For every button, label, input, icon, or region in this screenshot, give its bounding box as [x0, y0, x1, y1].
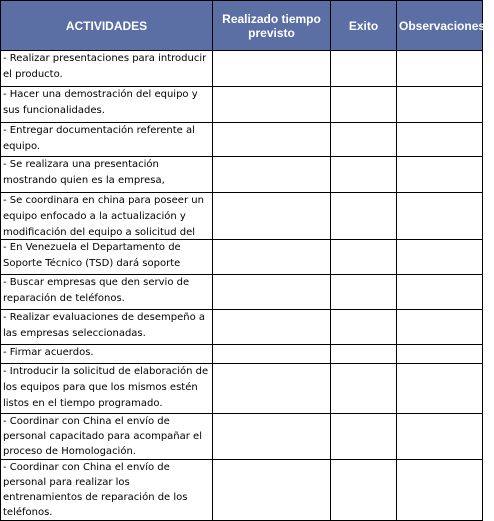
observaciones-cell — [397, 275, 483, 310]
table-row — [1, 240, 483, 275]
table-row — [1, 193, 483, 240]
table-row — [1, 157, 483, 193]
exito-cell — [331, 240, 397, 275]
observaciones-cell — [397, 345, 483, 364]
exito-cell — [331, 460, 397, 521]
table-row — [1, 460, 483, 521]
activity-text: - Realizar presentaciones para introducir el producto. — [3, 53, 207, 80]
exito-cell — [331, 345, 397, 364]
exito-cell — [331, 193, 397, 240]
exito-cell — [331, 157, 397, 193]
table-row — [1, 345, 483, 364]
activity-text: - Buscar empresas que den servio de reparación de teléfonos. — [3, 277, 190, 304]
observaciones-cell — [397, 240, 483, 275]
activity-cell — [1, 460, 213, 521]
exito-cell — [331, 51, 397, 87]
activity-text: - Coordinar con China el envío de personal capacitado para acompañar el proceso de Homologación. — [3, 416, 202, 457]
activity-cell — [1, 51, 213, 87]
table-row — [1, 310, 483, 345]
realizado-cell — [213, 87, 331, 123]
realizado-cell — [213, 51, 331, 87]
table-row — [1, 275, 483, 310]
activity-text: - En Venezuela el Departamento de Soporte Técnico (TSD) dará soporte — [3, 242, 181, 269]
observaciones-cell — [397, 364, 483, 414]
observaciones-cell — [397, 310, 483, 345]
table-row — [1, 123, 483, 157]
table-row — [1, 364, 483, 414]
activity-text: - Se coordinara en china para poseer un equipo enfocado a la actualización y modificación del equipo a solicitud del — [3, 195, 204, 238]
observaciones-cell — [397, 460, 483, 521]
header-row — [1, 1, 483, 51]
activity-cell — [1, 414, 213, 460]
realizado-cell — [213, 157, 331, 193]
exito-cell — [331, 275, 397, 310]
observaciones-cell — [397, 87, 483, 123]
realizado-cell — [213, 345, 331, 364]
activity-cell — [1, 275, 213, 310]
exito-cell — [331, 364, 397, 414]
activity-cell — [1, 87, 213, 123]
activity-text: - Entregar documentación referente al equipo. — [3, 125, 195, 152]
exito-cell — [331, 123, 397, 157]
realizado-cell — [213, 310, 331, 345]
activity-cell — [1, 193, 213, 240]
activity-text: - Realizar evaluaciones de desempeño a las empresas seleccionadas. — [3, 312, 206, 339]
realizado-cell — [213, 275, 331, 310]
header-exito: Exito — [331, 1, 397, 51]
activity-text: - Coordinar con China el envío de personal para realizar los entrenamientos de reparación de los teléfonos. — [3, 462, 188, 518]
header-realizado-tiempo-previsto: Realizado tiempo previsto — [213, 1, 331, 51]
header-actividades: ACTIVIDADES — [1, 1, 213, 51]
observaciones-cell — [397, 51, 483, 87]
table-row — [1, 51, 483, 87]
realizado-cell — [213, 364, 331, 414]
exito-cell — [331, 310, 397, 345]
realizado-cell — [213, 123, 331, 157]
activity-cell — [1, 345, 213, 364]
activity-cell — [1, 364, 213, 414]
table-row — [1, 87, 483, 123]
activity-text: - Se realizara una presentación mostrando quien es la empresa, — [3, 159, 165, 186]
exito-cell — [331, 87, 397, 123]
observaciones-cell — [397, 123, 483, 157]
observaciones-cell — [397, 193, 483, 240]
realizado-cell — [213, 460, 331, 521]
activity-cell — [1, 157, 213, 193]
realizado-cell — [213, 240, 331, 275]
activity-cell — [1, 240, 213, 275]
realizado-cell — [213, 193, 331, 240]
table-row — [1, 414, 483, 460]
activity-text: - Introducir la solicitud de elaboración de los equipos para que los mismos estén listos en el tiempo programado. — [3, 366, 209, 409]
realizado-cell — [213, 414, 331, 460]
activity-text: - Firmar acuerdos. — [3, 347, 94, 358]
activity-text: - Hacer una demostración del equipo y sus funcionalidades. — [3, 89, 198, 116]
observaciones-cell — [397, 414, 483, 460]
observaciones-cell — [397, 157, 483, 193]
activity-cell — [1, 123, 213, 157]
activity-cell — [1, 310, 213, 345]
exito-cell — [331, 414, 397, 460]
header-observaciones: Observaciones — [397, 1, 483, 51]
